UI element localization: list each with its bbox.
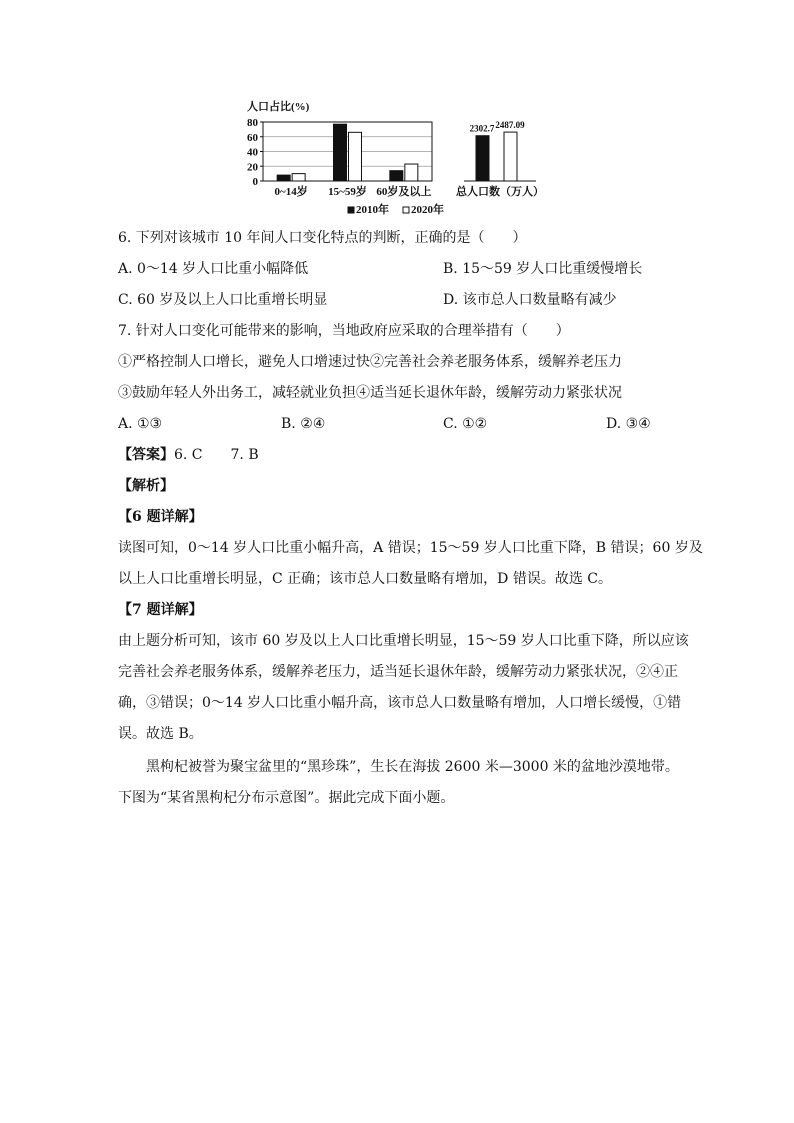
q6-option-d: D. 该市总人口数量略有减少 <box>443 292 617 308</box>
legend-label-2020: 2020年 <box>411 204 444 216</box>
q7-statements-2: ③鼓励年轻人外出务工，减轻就业负担④适当延长退休年龄，缓解劳动力紧张状况 <box>118 385 622 401</box>
y-tick-label: 0 <box>252 176 258 188</box>
d6-line-2: 以上人口比重增长明显，C 正确；该市总人口数量略有增加，D 错误。故选 C。 <box>118 571 612 587</box>
bar-2010-1 <box>334 124 347 181</box>
q7-option-d: D. ③④ <box>606 416 651 432</box>
q6-stem: 6. 下列对该城市 10 年间人口变化特点的判断，正确的是（ ） <box>118 230 527 246</box>
d6-heading: 【6 题详解】 <box>118 509 203 525</box>
total-axis-label: 总人口数（万人） <box>456 186 544 198</box>
bar-2010-2 <box>390 171 403 181</box>
population-chart <box>240 92 560 222</box>
bar-2020-1 <box>349 132 362 181</box>
y-tick-label: 20 <box>247 161 258 174</box>
total-bar-2020 <box>504 132 517 181</box>
d7-line-4: 误。故选 B。 <box>118 726 203 742</box>
intro-paragraph <box>118 752 678 814</box>
answer-text: 6. C 7. B <box>174 447 259 463</box>
q7-stem: 7. 针对人口变化可能带来的影响，当地政府应采取的合理举措有（ ） <box>118 323 570 339</box>
legend-swatch-2020 <box>403 207 409 213</box>
legend-swatch-2010 <box>348 207 354 213</box>
legend-label-2010: 2010年 <box>356 204 389 216</box>
total-value-label: 2302.7 <box>469 123 495 134</box>
q7-statements-1: ①严格控制人口增长，避免人口增速过快②完善社会养老服务体系，缓解养老压力 <box>118 354 622 370</box>
q7-option-b: B. ②④ <box>281 416 326 432</box>
x-tick-label: 60岁及以上 <box>376 186 432 198</box>
q6-option-a: A. 0～14 岁人口比重小幅降低 <box>118 261 309 277</box>
d6-line-1: 读图可知，0～14 岁人口比重小幅升高，A 错误；15～59 岁人口比重下降，B 错误；60 岁及 <box>118 540 703 556</box>
y-tick-label: 60 <box>247 131 258 144</box>
d6-body <box>118 533 703 595</box>
intro-line-2: 下图为“某省黑枸杞分布示意图”。据此完成下面小题。 <box>118 790 455 806</box>
d7-body <box>118 626 689 750</box>
y-tick-label: 80 <box>247 117 258 129</box>
d7-line-1: 由上题分析可知，该市 60 岁及以上人口比重增长明显，15～59 岁人口比重下降，所以应该 <box>118 633 689 649</box>
intro-line-1: 黑枸杞被誉为聚宝盆里的“黑珍珠”，生长在海拔 2600 米—3000 米的盆地沙漠地带。 <box>146 759 679 775</box>
bar-2020-2 <box>405 164 418 181</box>
bar-2010-0 <box>277 175 290 181</box>
x-tick-label: 0~14岁 <box>274 186 308 198</box>
total-value-label: 2487.09 <box>495 120 525 131</box>
answer-line <box>118 445 259 465</box>
q6-option-b: B. 15～59 岁人口比重缓慢增长 <box>443 261 643 277</box>
q7-option-c: C. ①② <box>443 416 488 432</box>
bar-2020-0 <box>292 174 305 181</box>
d7-line-3: 确，③错误；0～14 岁人口比重小幅升高，该市总人口数量略有增加，人口增长缓慢，①错 <box>118 695 682 711</box>
total-bar-2010 <box>476 136 489 181</box>
population-chart-svg <box>240 92 560 222</box>
answer-label: 【答案】 <box>118 447 174 463</box>
d7-line-2: 完善社会养老服务体系，缓解养老压力，适当延长退休年龄，缓解劳动力紧张状况，②④正 <box>118 664 678 680</box>
y-axis-label: 人口占比(%) <box>247 101 310 113</box>
y-tick-label: 40 <box>247 146 258 159</box>
analysis-heading: 【解析】 <box>118 478 174 494</box>
d7-heading: 【7 题详解】 <box>118 602 203 618</box>
q7-option-a: A. ①③ <box>118 416 163 432</box>
x-tick-label: 15~59岁 <box>328 186 367 198</box>
q6-option-c: C. 60 岁及以上人口比重增长明显 <box>118 292 328 308</box>
